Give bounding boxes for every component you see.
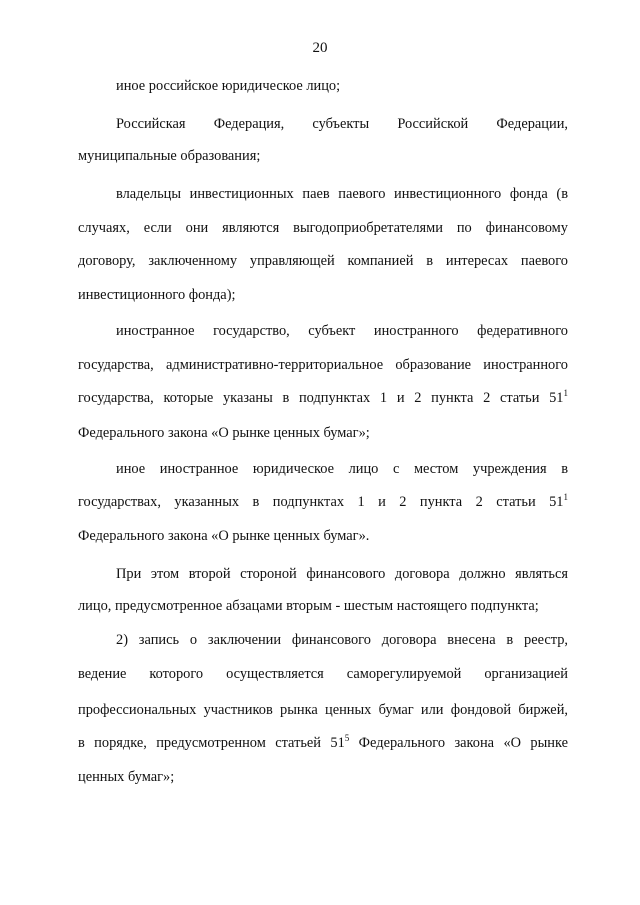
text-line-with-superscript [78,493,568,511]
text-line: Федерального закона «О рынке ценных бумаг»; [78,425,370,441]
text-line-with-superscript [78,389,568,407]
text-line: При этом второй стороной финансового договора должно являться [116,566,568,582]
text-segment: государства, которые указаны в подпунктах 1 и 2 пункта 2 статьи 51 [78,390,564,406]
text-line: 2) запись о заключении финансового договора внесена в реестр, [116,632,568,648]
text-line: Федерального закона «О рынке ценных бумаг». [78,528,370,544]
text-line: муниципальные образования; [78,148,261,164]
superscript: 1 [563,492,568,502]
page-number: 20 [312,40,328,56]
text-line: профессиональных участников рынка ценных бумаг или фондовой биржей, [78,702,568,718]
text-segment: в порядке, предусмотренном статьей 51 [78,735,345,751]
text-line: владельцы инвестиционных паев паевого инвестиционного фонда (в [116,186,568,202]
text-line: иное иностранное юридическое лицо с местом учреждения в [116,461,568,477]
text-line: инвестиционного фонда); [78,287,236,303]
text-line: договору, заключенному управляющей компанией в интересах паевого [78,253,568,269]
text-line: иное российское юридическое лицо; [116,78,341,94]
text-line: государства, административно-территориальное образование иностранного [78,357,568,373]
text-segment: Федерального закона «О рынке [349,735,569,751]
superscript: 1 [563,388,568,398]
superscript: 5 [344,733,350,743]
text-line: случаях, если они являются выгодоприобретателями по финансовому [78,220,568,236]
text-line: лицо, предусмотренное абзацами вторым - шестым настоящего подпункта; [78,598,539,614]
text-line: иностранное государство, субъект иностранного федеративного [116,323,568,339]
text-line: ценных бумаг»; [78,769,175,785]
text-line: Российская Федерация, субъекты Российской Федерации, [116,116,568,132]
text-line-with-superscript [78,734,568,752]
text-segment: государствах, указанных в подпунктах 1 и 2 пункта 2 статьи 51 [78,494,564,510]
text-line: ведение которого осуществляется саморегулируемой организацией [78,666,568,682]
